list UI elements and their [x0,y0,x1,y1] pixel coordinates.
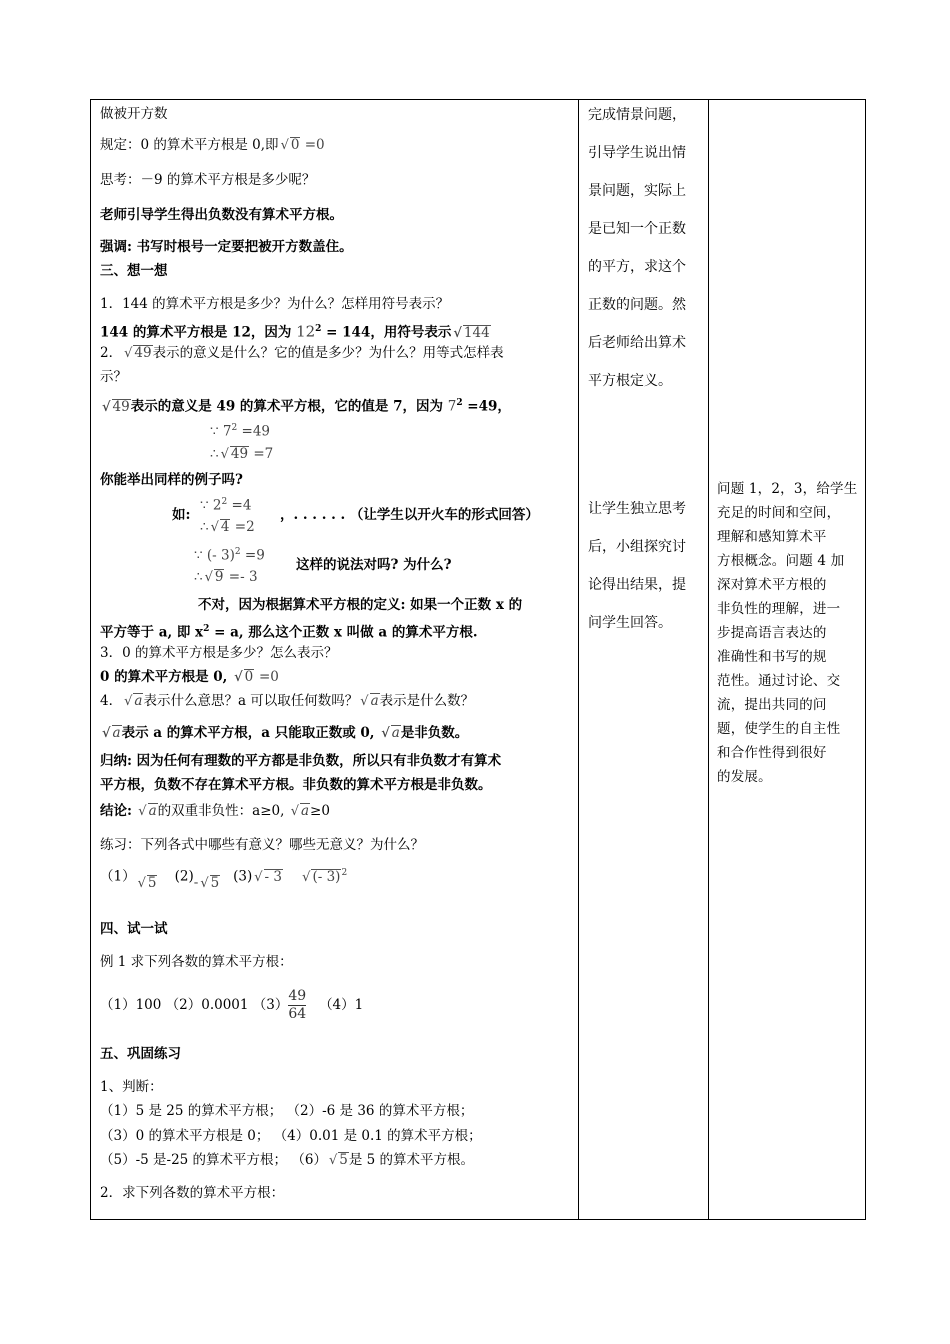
text-line: 4． √ a表示什么意思？a 可以取任何数吗？ √ a表示是什么数？ [100,693,475,709]
text-line: 题，使学生的自主性 [717,721,841,737]
text-line: √ a表示 a 的算术平方根，a 只能取正数或 0, √ a是非负数。 [102,725,469,741]
text-line: 平方根，负数不存在算术平方根。非负数的算术平方根是非负数。 [100,777,492,793]
text-line: 引导学生说出情 [588,145,686,161]
text-line: 问题 1，2，3，给学生 [717,481,858,497]
text-line: 非负性的理解，进一 [717,601,841,617]
lesson-table [90,99,866,1220]
text-line: 3．0 的算术平方根是多少？怎么表示？ [100,645,338,661]
text-line: 的发展。 [717,769,772,785]
text-line: 1．144 的算术平方根是多少？为什么？怎样用符号表示？ [100,296,450,312]
fraction: $\frac{49}{64}$ [288,988,307,1022]
text-line: 流，提出共同的问 [717,697,827,713]
text-line: 你能举出同样的例子吗? [100,472,243,488]
text-line: 步提高语言表达的 [717,625,827,641]
text-line: 正数的问题。然 [588,297,686,313]
text-line: 2．求下列各数的算术平方根： [100,1185,285,1201]
text-line: 1、判断： [100,1079,163,1095]
text-line: 归纳: 因为任何有理数的平方都是非负数，所以只有非负数才有算术 [100,753,502,769]
text-line: ，. . . . . . （让学生以开火车的形式回答） [280,507,539,523]
text-line: 规定：0 的算术平方根是 0,即 √ 0 =0 [100,137,325,153]
design-intent-column [717,100,861,1219]
text-line: 完成情景问题， [588,107,686,123]
section-heading: 三、想一想 [100,263,168,279]
text-line: 示？ [100,369,127,385]
text-line: 理解和感知算术平 [717,529,827,545]
text-line: 让学生独立思考 [588,501,686,517]
math-line: ∵ (- 3)$^2$ =9 [194,547,265,564]
text-line: 老师引导学生得出负数没有算术平方根。 [100,207,343,223]
text-line: （1）100 （2）0.0001 （3） $\frac{49}{64}$ （4）1 [100,988,364,1022]
text-line: 是已知一个正数 [588,221,686,237]
text-line: 充足的时间和空间， [717,505,841,521]
text-line: 这样的说法对吗? 为什么? [296,557,452,573]
column-divider [708,100,709,1219]
section-heading: 四、试一试 [100,921,168,937]
text-line: 后老师给出算术 [588,335,686,351]
text-line: 做被开方数 [100,106,168,122]
text-line: 如: [172,507,191,523]
text-line: 准确性和书写的规 [717,649,827,665]
text-line: 的平方，求这个 [588,259,686,275]
text-line: （3）0 的算术平方根是 0； （4）0.01 是 0.1 的算术平方根； [100,1128,482,1144]
teaching-content-column [100,100,570,1219]
text-line: 方根概念。问题 4 加 [717,553,845,569]
text-line: 论得出结果，提 [588,577,686,593]
student-activity-column [588,100,704,1219]
text-line: 强调: 书写时根号一定要把被开方数盖住。 [100,239,353,255]
math-line: ∴ √ 4 =2 [200,519,255,535]
text-line: 结论: √ a的双重非负性：a≥0, √ a≥0 [100,803,330,819]
text-line: （5）-5 是-25 的算术平方根； （6） √ 5是 5 的算术平方根。 [100,1152,475,1168]
text-line: 平方等于 a, 即 $x^2 = a$, 那么这个正数 x 叫做 a 的算术平方根. [100,624,478,641]
math-line: ∴ √ 49 =7 [210,446,274,462]
text-line: 范性。通过讨论、交 [717,673,841,689]
text-line: 和合作性得到很好 [717,745,827,761]
text-line: 144 的算术平方根是 12，因为 $12^2 = 144$，用符号表示 √ 144 [100,322,490,341]
text-line: 2． √ 49表示的意义是什么？它的值是多少？为什么？用等式怎样表 [100,345,504,361]
text-line: 景问题，实际上 [588,183,686,199]
text-line: 练习：下列各式中哪些有意义？哪些无意义？为什么？ [100,837,424,853]
text-line: 后，小组探究讨 [588,539,686,555]
math-line: ∵ $7^2 =49$ [210,423,271,440]
text-line: 0 的算术平方根是 0, √ 0 =0 [100,669,279,685]
section-heading: 五、巩固练习 [100,1046,181,1062]
text-line: 问学生回答。 [588,615,672,631]
exercise-line: （1） √ 5 (2)- √ 5 (3) √ - 3 √ (- 3)$^2$ [100,868,348,891]
text-line: 深对算术平方根的 [717,577,827,593]
text-line: √ 49表示的意义是 49 的算术平方根，它的值是 7，因为 $7^2 =49$， [102,398,511,415]
math-line: ∵ $2^2 =4$ [200,497,252,514]
math-line: ∴ √ 9 =- 3 [194,569,258,585]
text-line: （1）5 是 25 的算术平方根； （2）-6 是 36 的算术平方根； [100,1103,474,1119]
text-line: 平方根定义。 [588,373,672,389]
text-line: 例 1 求下列各数的算术平方根： [100,954,293,970]
column-divider [578,100,579,1219]
text-line: 不对，因为根据算术平方根的定义: 如果一个正数 x 的 [198,597,523,613]
text-line: 思考：－9 的算术平方根是多少呢？ [100,172,316,188]
